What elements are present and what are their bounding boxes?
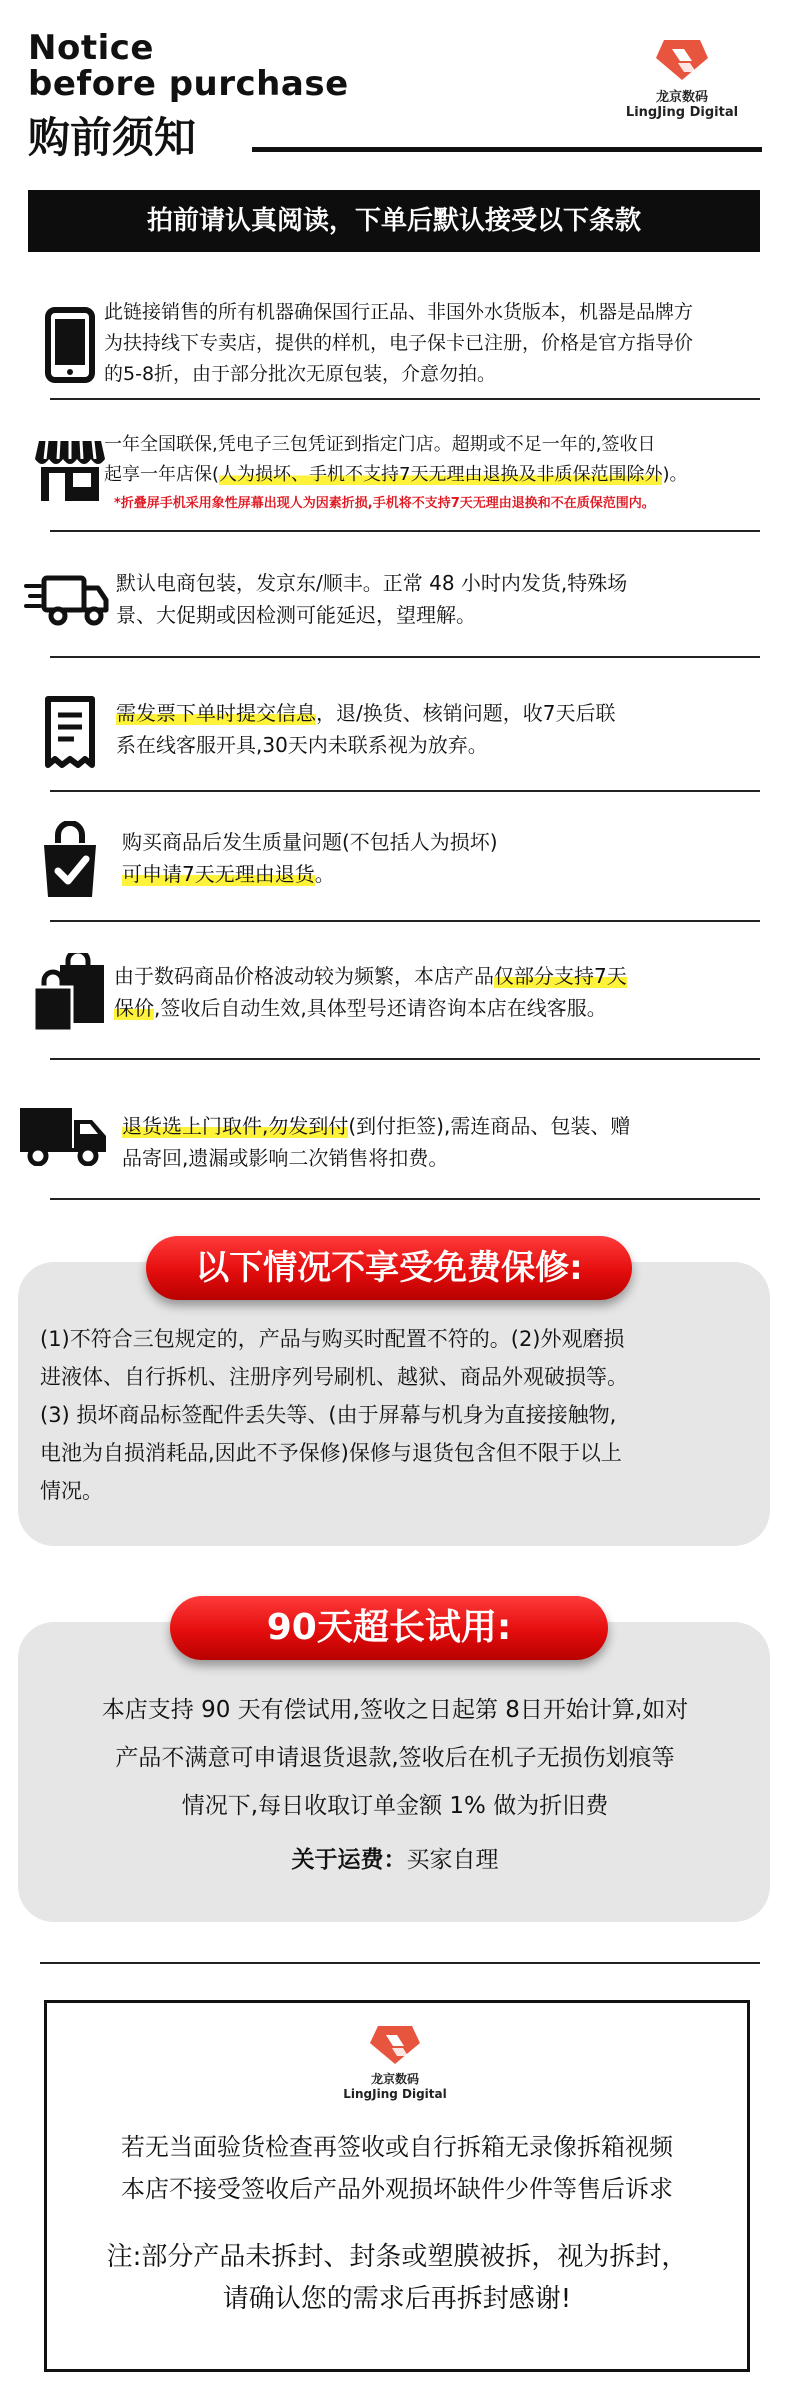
footer-note-2: 请确认您的需求后再拆封感谢! bbox=[222, 2284, 572, 2314]
trial-text: 本店支持 90 天有偿试用,签收之日起第 8日开始计算,如对 产品不满意可申请退货退款,签收后在机子无损伤划痕等 情况下,每日收取订单金额 1% 做为折旧费 关于运费：买家自理 bbox=[101, 1697, 689, 1873]
item-6-text: 由于数码商品价格波动较为频繁，本店产品仅部分支持7天 保价,签收后自动生效,具体型号还请咨询本店在线客服。 bbox=[114, 964, 627, 1020]
logo-zh: 龙京数码 bbox=[655, 90, 708, 105]
divider bbox=[50, 920, 760, 922]
logo-mark-icon bbox=[330, 2020, 460, 2066]
footer-text: 若无当面验货检查再签收或自行拆箱无录像拆箱视频 本店不接受签收后产品外观损坏缺件少件等售后诉求 注:部分产品未拆封、封条或塑膜被拆，视为拆封， 请确认您的需求后再拆封感谢! bbox=[46, 2126, 748, 2320]
title-rule bbox=[252, 147, 762, 152]
title-en-line1: Notice bbox=[28, 28, 154, 68]
trial-title: 90天超长试用: bbox=[170, 1596, 608, 1660]
footer-logo-zh: 龙京数码 bbox=[370, 2072, 419, 2086]
notice-banner: 拍前请认真阅读，下单后默认接受以下条款 bbox=[28, 190, 760, 252]
truck-fast-icon bbox=[22, 565, 112, 635]
item-4-text: 需发票下单时提交信息，退/换货、核销问题，收7天后联 系在线客服开具,30天内未联系视为放弃。 bbox=[116, 701, 616, 757]
divider bbox=[50, 398, 760, 400]
store-icon bbox=[30, 430, 110, 510]
shopping-bags-icon bbox=[30, 948, 110, 1038]
item-5-text: 购买商品后发生质量问题(不包括人为损坏) 可申请7天无理由退货。 bbox=[122, 830, 498, 886]
divider bbox=[50, 656, 760, 658]
shipping-value: 买家自理 bbox=[406, 1847, 499, 1873]
divider bbox=[40, 1962, 760, 1964]
warranty-text: (1)不符合三包规定的，产品与购买时配置不符的。(2)外观磨损 进液体、自行拆机、注册序列号刷机、越狱、商品外观破损等。 (3) 损坏商品标签配件丢失等、(由于屏幕与机身为直接接触物, 电池为自损消耗品,因此不予保修)保修与退货包含但不限于以上 情况。 bbox=[40, 1327, 628, 1503]
footer-note-1: 注:部分产品未拆封、封条或塑膜被拆，视为拆封， bbox=[106, 2242, 688, 2272]
item-1-text: 此链接销售的所有机器确保国行正品、非国外水货版本，机器是品牌方 为扶持线下专卖店，提供的样机，电子保卡已注册，价格是官方指导价 的5-8折，由于部分批次无原包装，介意勿拍。 bbox=[104, 301, 694, 385]
item-3-text: 默认电商包装，发京东/顺丰。正常 48 小时内发货,特殊场 景、大促期或因检测可能延迟，望理解。 bbox=[116, 571, 628, 627]
fold-phone-note: *折叠屏手机采用象性屏幕出现人为因素折损,手机将不支持7天无理由退换和不在质保范围内。 bbox=[114, 496, 655, 511]
phone-icon bbox=[30, 300, 110, 390]
shipping-label: 关于运费： bbox=[291, 1847, 407, 1873]
warranty-title: 以下情况不享受免费保修: bbox=[146, 1236, 632, 1300]
item-7-text: 退货选上门取件,勿发到付(到付拒签),需连商品、包装、赠 品寄回,遗漏或影响二次销售将扣费。 bbox=[122, 1114, 631, 1170]
divider bbox=[50, 1058, 760, 1060]
receipt-icon bbox=[30, 690, 110, 774]
brand-logo bbox=[612, 34, 752, 120]
title-en-line2: before purchase bbox=[28, 64, 349, 104]
item-2-text: 一年全国联保,凭电子三包凭证到指定门店。超期或不足一年的,签收日 起享一年店保(人为损坏、手机不支持7天无理由退换及非质保范围除外)。 bbox=[104, 434, 688, 485]
truck-icon bbox=[18, 1100, 110, 1170]
logo-en: LingJing Digital bbox=[625, 105, 739, 120]
divider bbox=[50, 790, 760, 792]
divider bbox=[50, 1198, 760, 1200]
title-zh: 购前须知 bbox=[28, 113, 197, 162]
footer-logo-en: LingJing Digital bbox=[343, 2087, 447, 2101]
divider bbox=[50, 530, 760, 532]
footer-logo bbox=[330, 2020, 460, 2101]
logo-mark-icon bbox=[612, 34, 752, 82]
bag-check-icon bbox=[30, 818, 110, 904]
